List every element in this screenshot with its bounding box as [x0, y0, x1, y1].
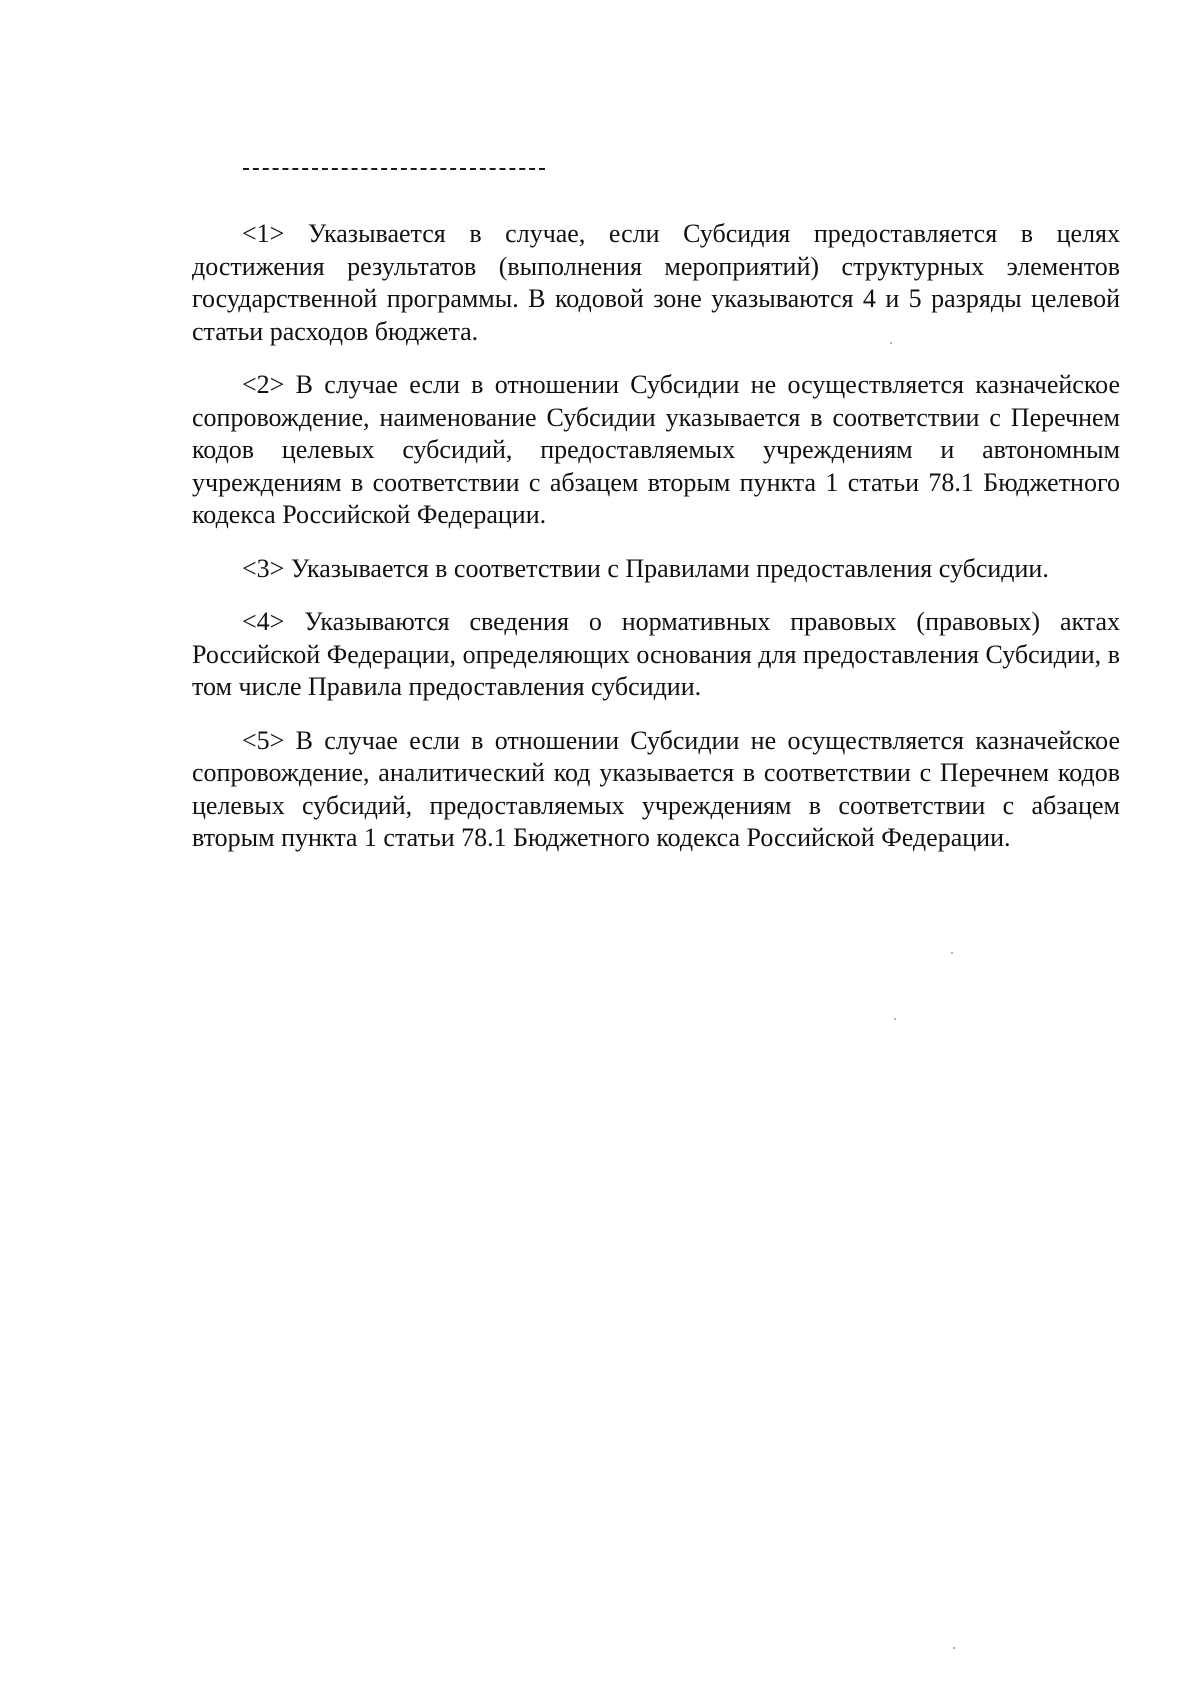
scan-speck	[894, 1018, 896, 1020]
footnote-separator-line	[243, 168, 545, 170]
footnote-3: <3> Указывается в соответствии с Правилами предоставления субсидии.	[242, 553, 1049, 583]
scan-speck	[890, 342, 892, 344]
scan-speck	[953, 1647, 955, 1649]
footnotes-section	[192, 218, 1120, 876]
footnote-5: <5> В случае если в отношении Субсидии не осуществляется казначейское сопровождение, аналитический код указывается в соответствии с Перечнем кодов целевых субсидий, предоставляемых учреждениям в соответствии с абзацем вторым пункта 1 статьи 78.1 Бюджетного кодекса Российской Федерации.	[192, 725, 1120, 852]
footnote-4: <4> Указываются сведения о нормативных правовых (правовых) актах Российской Федерации, определяющих основания для предоставления Субсидии, в том числе Правила предоставления субсидии.	[192, 607, 1120, 701]
footnote-1: <1> Указывается в случае, если Субсидия предоставляется в целях достижения результатов (выполнения мероприятий) структурных элементов государственной программы. В кодовой зоне указываются 4 и 5 разряды целевой статьи расходов бюджета.	[192, 219, 1120, 346]
scan-speck	[951, 952, 953, 954]
footnote-2: <2> В случае если в отношении Субсидии не осуществляется казначейское сопровождение, наименование Субсидии указывается в соответствии с Перечнем кодов целевых субсидий, предоставляемых учреждениям и автономным учреждениям в соответствии с абзацем вторым пункта 1 статьи 78.1 Бюджетного кодекса Российской Федерации.	[192, 370, 1120, 529]
